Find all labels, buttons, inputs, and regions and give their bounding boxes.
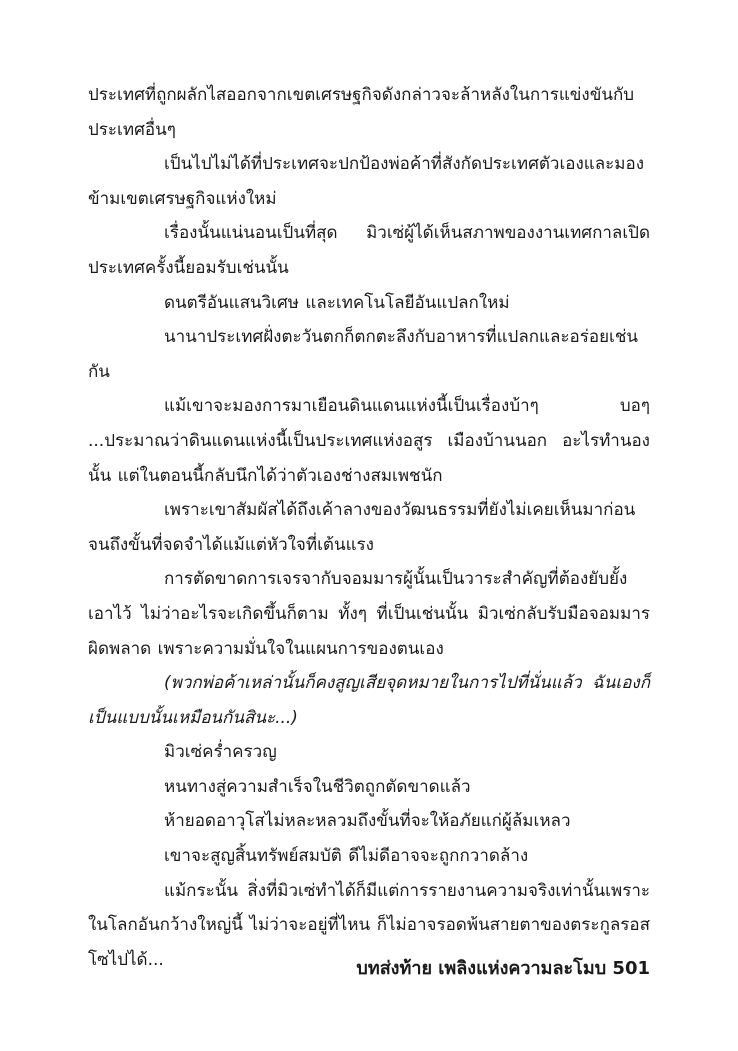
- paragraph: ดนตรีอันแสนวิเศษ และเทคโนโลยีอันแปลกใหม่: [164, 292, 510, 313]
- paragraph: แม้กระนั้น สิ่งที่มิวเซ่ทำได้ก็มีแต่การรายงานความจริงเท่านั้นเพราะในโลกอันกว้างใหญ่นี้ ไม่ว่าจะอยู่ที่ไหน ก็ไม่อาจรอดพ้นสายตาของตระกูลรอสโซไปได้...: [88, 880, 650, 970]
- paragraph: เรื่องนั้นแน่นอนเป็นที่สุด มิวเซ่ผู้ได้เห็นสภาพของงานเทศกาลเปิดประเทศครั้งนี้ยอมรับเช่นนั้น: [88, 223, 650, 278]
- paragraph: นานาประเทศฝั่งตะวันตกก็ตกตะลึงกับอาหารที่แปลกและอร่อยเช่นกัน: [88, 327, 639, 382]
- paragraph: เขาจะสูญสิ้นทรัพย์สมบัติ ดีไม่ดีอาจจะถูกกวาดล้าง: [164, 846, 529, 867]
- italic-thought-paragraph: (พวกพ่อค้าเหล่านั้นก็คงสูญเสียจุดหมายในการไปที่นั่นแล้ว ฉันเองก็เป็นแบบนั้นเหมือนกันสินะ...): [88, 673, 650, 728]
- page-body: [88, 78, 650, 977]
- paragraph: เพราะเขาสัมผัสได้ถึงเค้าลางของวัฒนธรรมที่ยังไม่เคยเห็นมาก่อนจนถึงขั้นที่จดจำได้แม้แต่หัวใจที่เต้นแรง: [88, 500, 636, 555]
- paragraph: เป็นไปไม่ได้ที่ประเทศจะปกป้องพ่อค้าที่สังกัดประเทศตัวเองและมองข้ามเขตเศรษฐกิจแห่งใหม่: [88, 154, 644, 209]
- paragraph: การตัดขาดการเจรจากับจอมมารผู้นั้นเป็นวาระสำคัญที่ต้องยับยั้งเอาไว้ ไม่ว่าอะไรจะเกิดขึ้นก็ตาม ทั้งๆ ที่เป็นเช่นนั้น มิวเซ่กลับรับมือจอมมารผิดพลาด เพราะความมั่นใจในแผนการของตนเอง: [88, 569, 650, 659]
- paragraph: แม้เขาจะมองการมาเยือนดินแดนแห่งนี้เป็นเรื่องบ้าๆ บอๆ ...ประมาณว่าดินแดนแห่งนี้เป็นประเทศแห่งอสูร เมืองบ้านนอก อะไรทำนองนั้น แต่ในตอนนี้กลับนึกได้ว่าตัวเองช่างสมเพชนัก: [88, 396, 650, 486]
- page-number: 501: [612, 958, 650, 979]
- paragraph: มิวเซ่คร่ำครวญ: [164, 742, 277, 763]
- paragraph: ห้ายอดอาวุโสไม่หละหลวมถึงขั้นที่จะให้อภัยแก่ผู้ล้มเหลว: [164, 811, 571, 832]
- paragraph: ประเทศที่ถูกผลักไสออกจากเขตเศรษฐกิจดังกล่าวจะล้าหลังในการแข่งขันกับประเทศอื่นๆ: [88, 85, 635, 140]
- paragraph: หนทางสู่ความสำเร็จในชีวิตถูกตัดขาดแล้ว: [164, 776, 471, 797]
- page-footer: [356, 953, 650, 982]
- chapter-title: บทส่งท้าย เพลิงแห่งความละโมบ: [356, 958, 607, 979]
